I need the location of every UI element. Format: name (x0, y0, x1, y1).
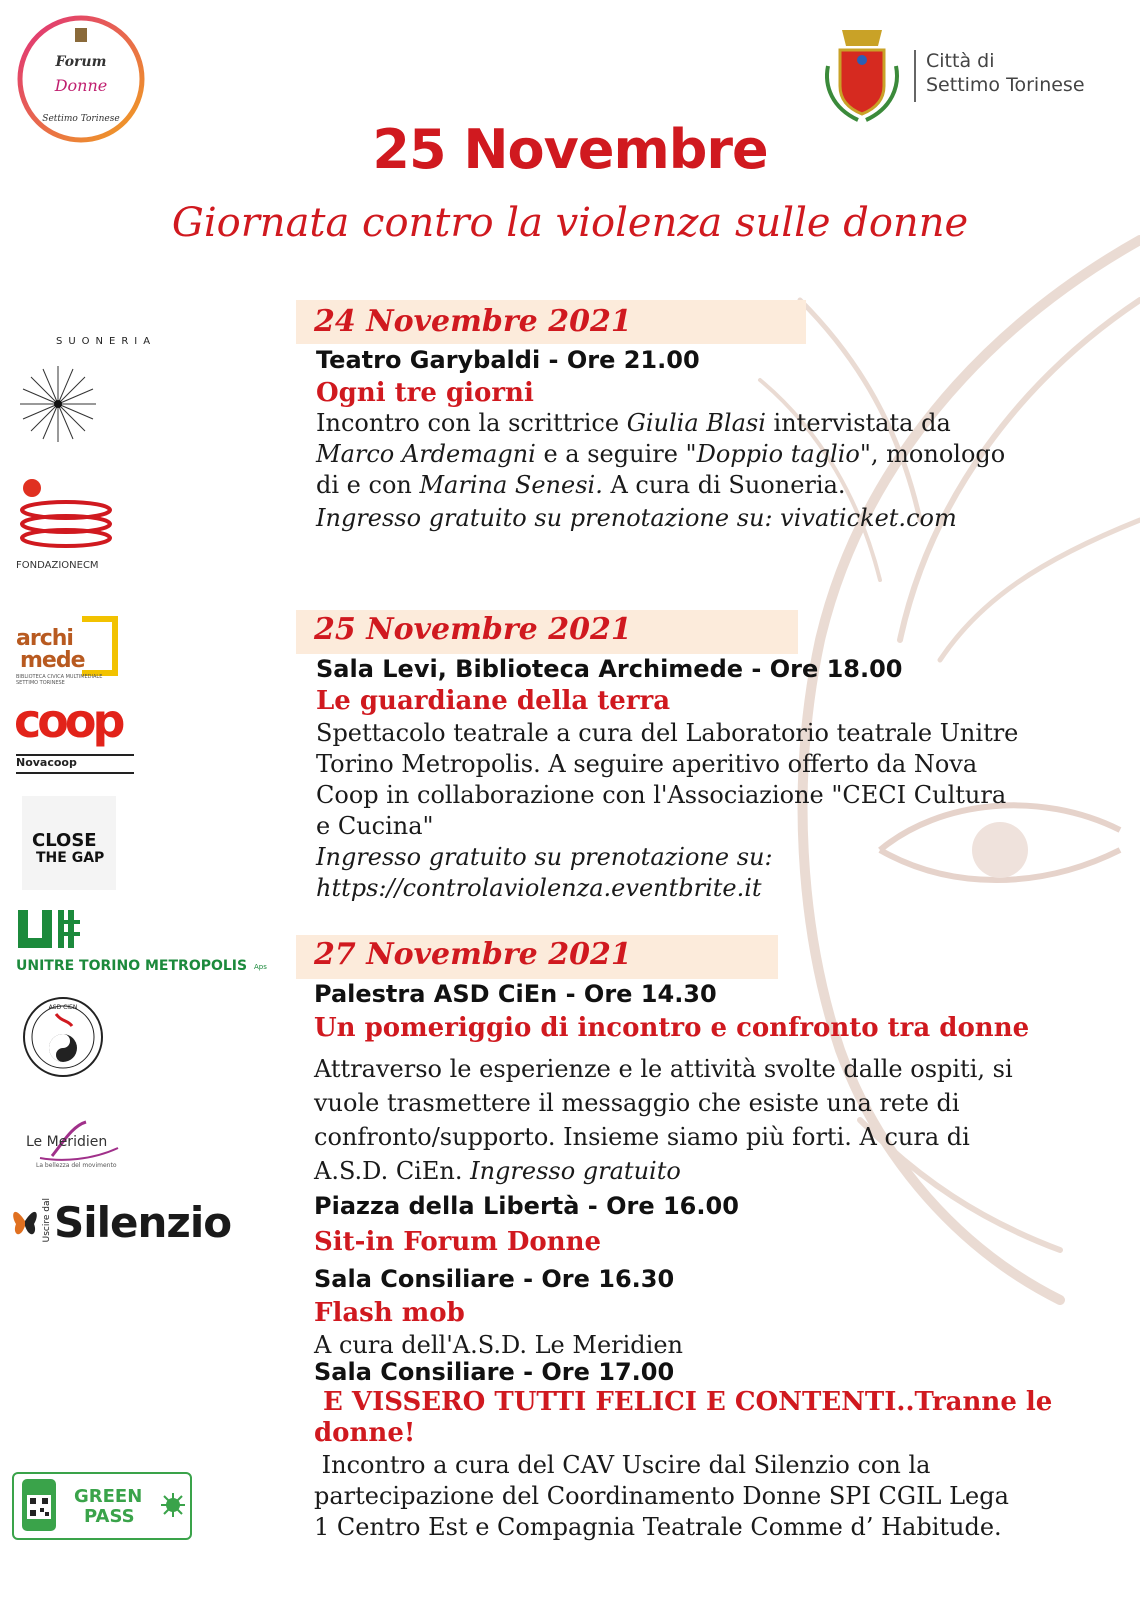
event3-venue4: Sala Consiliare - Ore 17.00 (314, 1358, 675, 1386)
event2-title: Le guardiane della terra (316, 686, 671, 716)
event2-venue: Sala Levi, Biblioteca Archimede - Ore 18.00 (316, 655, 903, 683)
event3-title4b: donne! (314, 1418, 416, 1448)
page-subtitle: Giornata contro la violenza sulle donne (171, 200, 969, 246)
event3-date: 27 Novembre 2021 (314, 937, 632, 972)
archimede-line1: archi (16, 626, 73, 651)
fondazione-wordmark: FONDAZIONECM (16, 560, 99, 571)
event3-line7: partecipazione del Coordinamento Donne SPI CGIL Lega (314, 1482, 1009, 1510)
butterfly-icon (10, 1196, 40, 1246)
forum-logo-line1: Forum (55, 54, 107, 70)
archimede-small: BIBLIOTECA CIVICA MULTIMEDIALE SETTIMO TORINESE (16, 674, 103, 686)
event3-venue2: Piazza della Libertà - Ore 16.00 (314, 1192, 739, 1220)
archimede-line2: mede (20, 648, 85, 673)
silenzio-big: Silenzio (54, 1198, 232, 1247)
event3-line5: A cura dell'A.S.D. Le Meridien (314, 1331, 683, 1359)
event3-venue3: Sala Consiliare - Ore 16.30 (314, 1265, 675, 1293)
phone-qr-icon (20, 1477, 60, 1533)
event1-date: 24 Novembre 2021 (314, 304, 632, 339)
event1-title: Ogni tre giorni (316, 378, 534, 408)
le-meridien-logo (22, 1118, 132, 1174)
greenpass-line2: PASS (84, 1506, 135, 1527)
forum-logo-line3: Settimo Torinese (42, 114, 120, 124)
event3-line8: 1 Centro Est e Compagnia Teatrale Comme d’ Habitude. (314, 1513, 1002, 1541)
silenzio-small: Uscire dal (42, 1198, 52, 1243)
asd-cien-logo (22, 996, 104, 1078)
coop-logo (14, 694, 138, 776)
meridien-name: Le Meridien (26, 1134, 108, 1150)
meridien-tag: La bellezza del movimento (36, 1162, 117, 1169)
fondazione-spiral-icon (16, 476, 116, 556)
starburst-icon (16, 330, 136, 450)
greenpass-line1: GREEN (74, 1486, 143, 1507)
archimede-logo (16, 616, 136, 692)
event2-date: 25 Novembre 2021 (314, 612, 632, 647)
event3-line1: Attraverso le esperienze e le attività svolte dalle ospiti, si (314, 1055, 1013, 1083)
green-pass-badge (12, 1472, 192, 1540)
event2-line3: Coop in collaborazione con l'Associazione "CECI Cultura (316, 781, 1007, 809)
suoneria-wordmark: SUONERIA (56, 336, 157, 347)
coop-sub: Novacoop (16, 756, 77, 769)
event1-line1: Incontro con la scrittrice Giulia Blasi intervistata da (316, 409, 951, 437)
event3-description (314, 1052, 1013, 1188)
forum-logo-line2: Donne (54, 76, 108, 95)
event1-description (316, 408, 1005, 501)
unitre-aps: Aps (254, 963, 267, 971)
event1-booking: Ingresso gratuito su prenotazione su: vivaticket.com (316, 504, 957, 532)
closegap-line2: THE GAP (36, 850, 105, 866)
event2-line1: Spettacolo teatrale a cura del Laboratorio teatrale Unitre (316, 719, 1019, 747)
page-title: 25 Novembre (372, 118, 768, 181)
event3-venue1: Palestra ASD CiEn - Ore 14.30 (314, 980, 717, 1008)
unitre-logo (14, 908, 284, 978)
uscire-dal-silenzio-logo (10, 1196, 232, 1254)
coop-underline-2 (16, 772, 134, 774)
event3-closing (314, 1450, 1009, 1543)
asd-cien-wordmark: ASD CIEN (48, 1004, 78, 1011)
event2-line2: Torino Metropolis. A seguire aperitivo offerto da Nova (316, 750, 978, 778)
suoneria-logo (16, 330, 157, 450)
close-the-gap-logo (22, 796, 116, 890)
event1-venue: Teatro Garybaldi - Ore 21.00 (316, 346, 700, 374)
virus-icon (160, 1492, 186, 1518)
unitre-wordmark: UNITRE TORINO METROPOLIS (16, 958, 248, 974)
city-logo-divider (914, 50, 916, 102)
city-logo-line1: Città di (926, 50, 995, 72)
archimede-bracket (82, 616, 118, 676)
closegap-line1: CLOSE (32, 830, 97, 851)
citta-settimo-logo (822, 16, 1102, 126)
event1-line2: Marco Ardemagni e a seguire "Doppio taglio", monologo (316, 440, 1006, 468)
fondazione-ecm-logo (16, 476, 136, 576)
event2-description (316, 718, 1018, 904)
coop-wordmark: coop (14, 694, 122, 748)
unitre-mark-icon (14, 908, 84, 954)
coat-of-arms-icon (822, 16, 902, 126)
city-logo-line2: Settimo Torinese (926, 74, 1085, 96)
event3-title3: Flash mob (314, 1298, 465, 1328)
event3-title4a: E VISSERO TUTTI FELICI E CONTENTI..Tranne le (314, 1387, 1053, 1417)
event3-line4: A.S.D. CiEn. Ingresso gratuito (314, 1157, 681, 1185)
event3-line3: confronto/supporto. Insieme siamo più forti. A cura di (314, 1123, 970, 1151)
event2-booking1: Ingresso gratuito su prenotazione su: (316, 843, 773, 871)
event1-line3: di e con Marina Senesi. A cura di Suoneria. (316, 471, 846, 499)
event3-line6: Incontro a cura del CAV Uscire dal Silenzio con la (314, 1451, 931, 1479)
event2-line4: e Cucina" (316, 812, 434, 840)
event3-title1: Un pomeriggio di incontro e confronto tra donne (314, 1013, 1030, 1043)
event2-booking2: https://controlaviolenza.eventbrite.it (316, 874, 762, 902)
event3-title2: Sit-in Forum Donne (314, 1227, 602, 1257)
event3-line2: vuole trasmettere il messaggio che esiste una rete di (314, 1089, 960, 1117)
